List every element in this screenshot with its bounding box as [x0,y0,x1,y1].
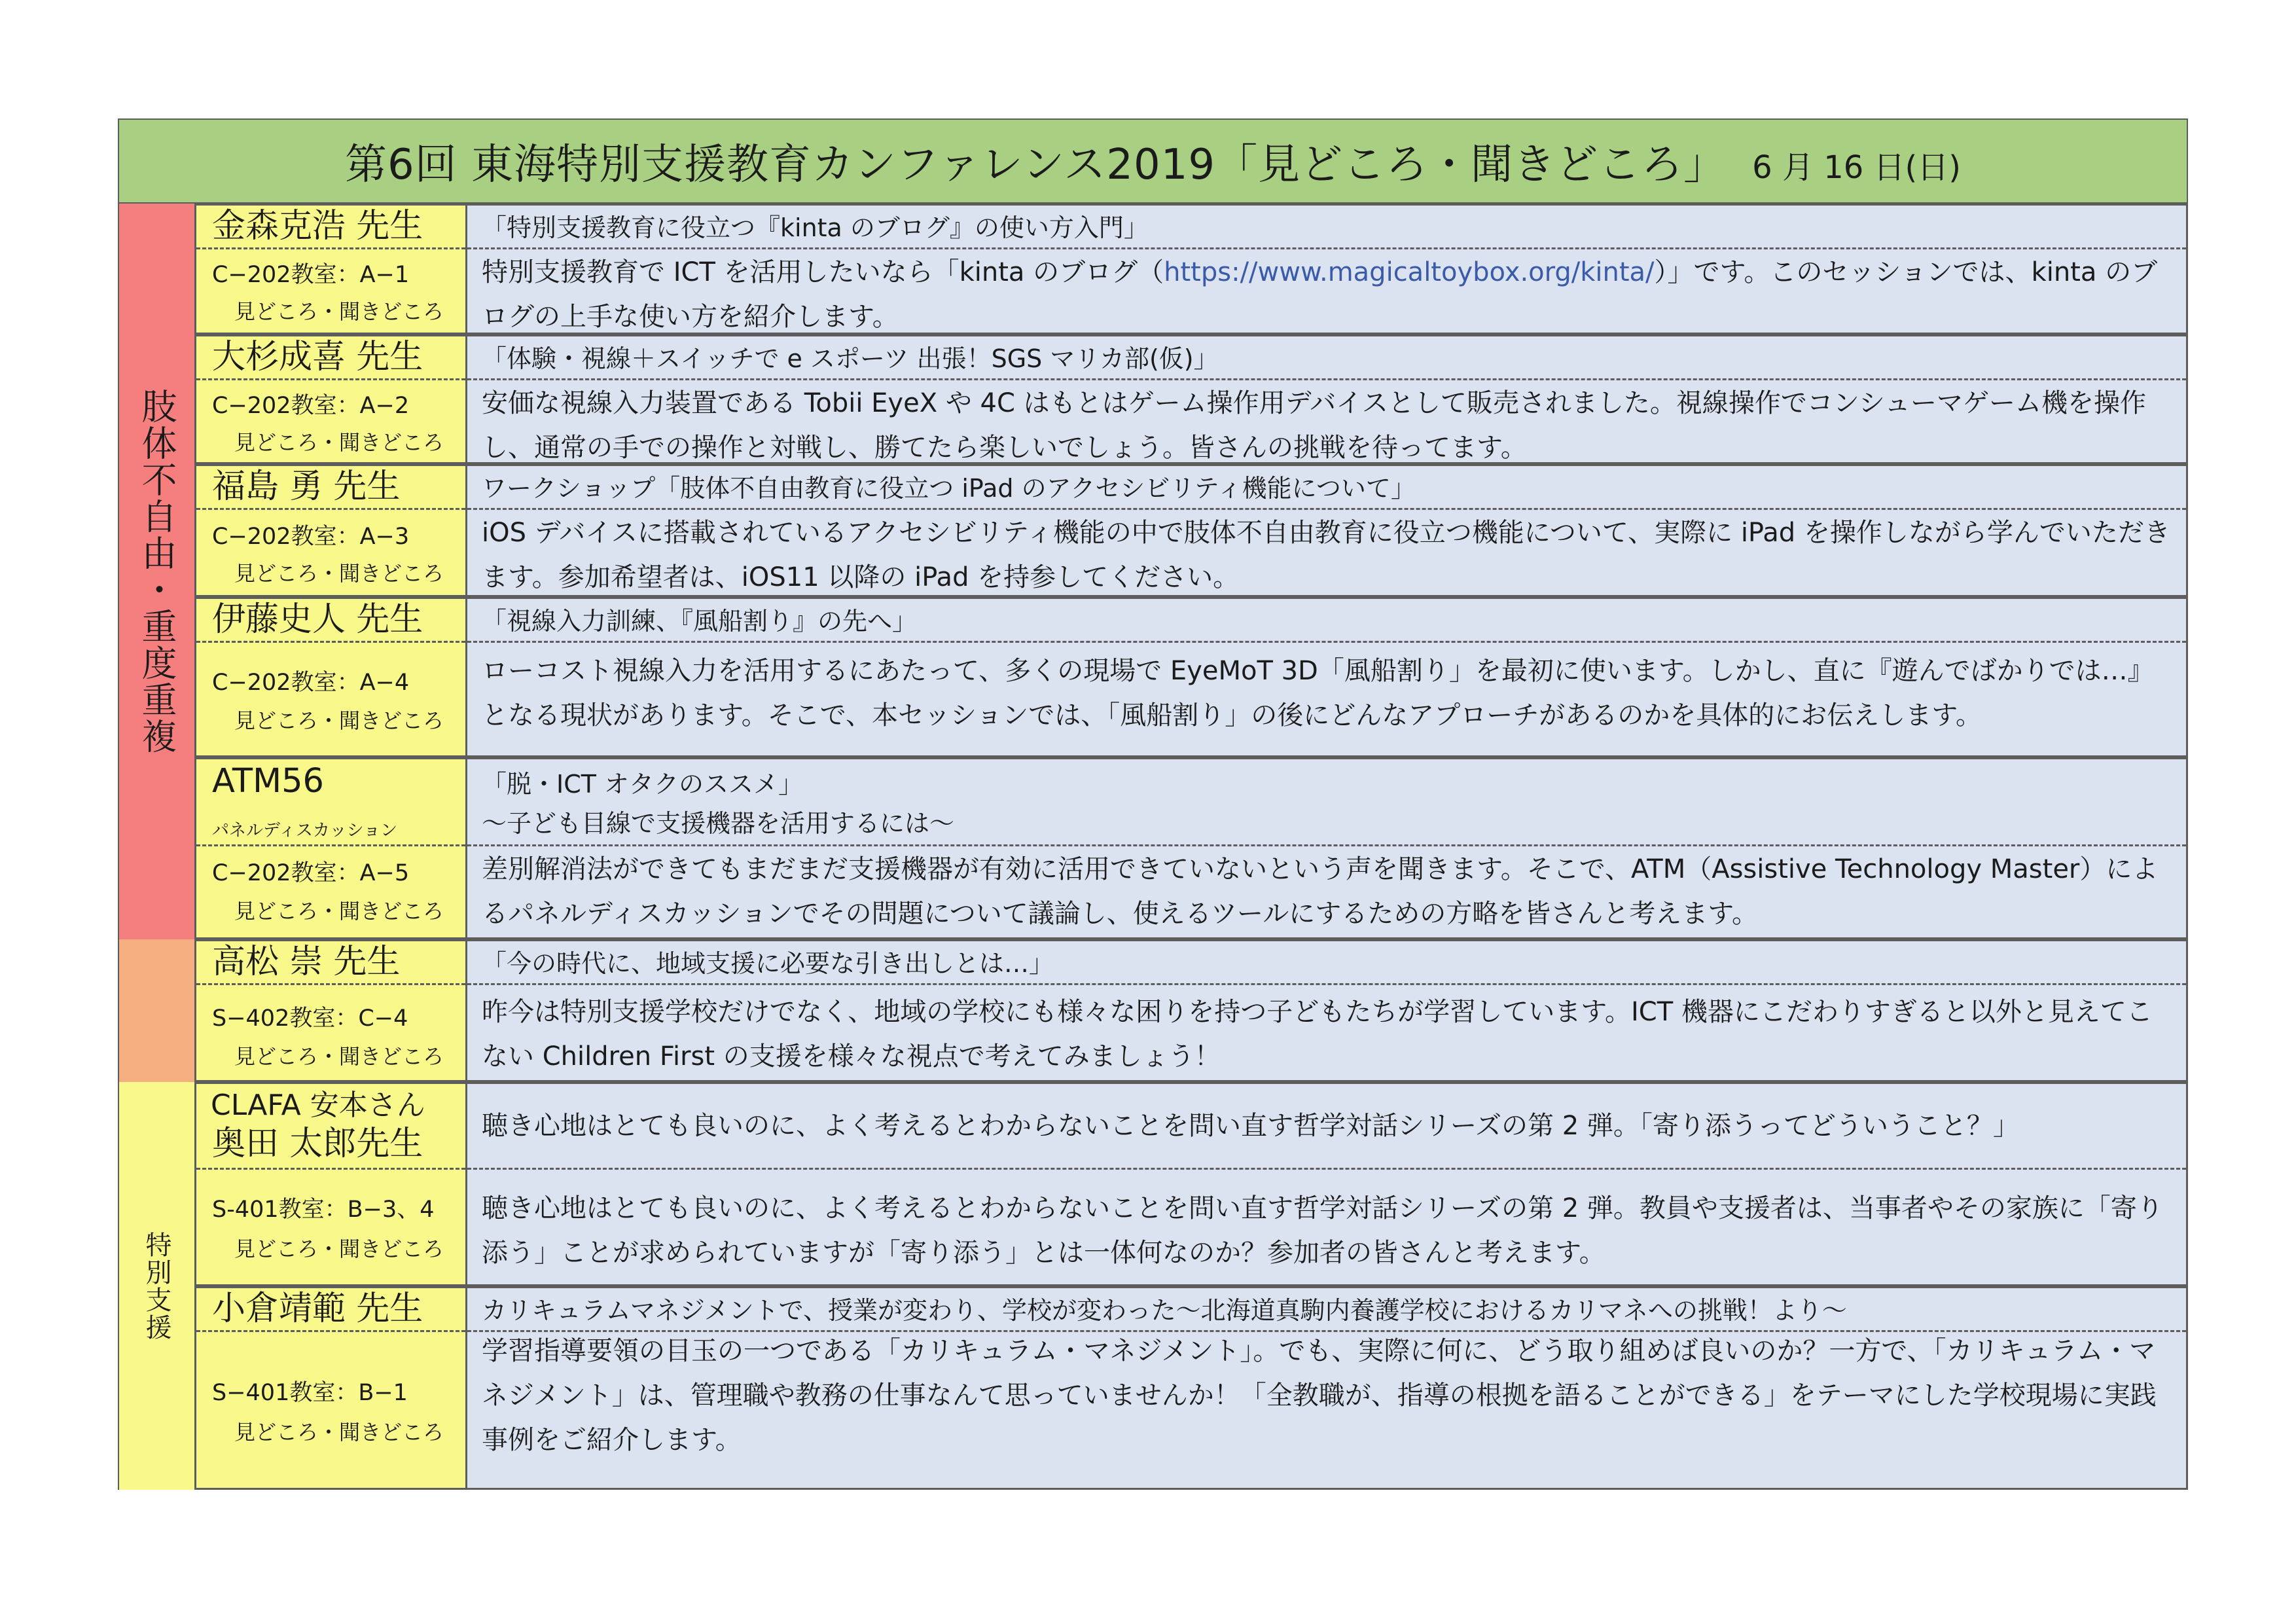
category-label-special: 特別支援 [141,1231,171,1341]
speaker-name-line1: CLAFA 安本さん [211,1089,425,1122]
session-7-info [194,1082,467,1286]
speaker-name: 小倉靖範 先生 [212,1290,423,1328]
speaker-name: 伊藤史人 先生 [212,600,423,639]
session-description: 聴き心地はとても良いのに、よく考えるとわからないことを問い直す哲学対話シリーズの第 2 弾。教員や支援者は、当事者やその家族に「寄り添う」ことが求められていますが「寄り添う」とは一体何なのか？参加者の皆さんと考えます。 [482,1193,2163,1268]
speaker-name: 高松 崇 先生 [212,943,401,981]
room-label: C−202教室：A−5 [212,860,410,886]
session-2-content [467,334,2188,464]
room-label: C−202教室：A−1 [212,262,410,288]
row-divider [196,1168,465,1170]
title-bar [118,118,2188,204]
category-physical-disability [118,204,194,939]
row-divider [467,247,2186,249]
session-title: 「体験・視線＋スイッチで e スポーツ 出張！SGS マリカ部(仮)」 [482,344,1219,373]
row-divider [467,1168,2186,1170]
description-text: ）」です。このセッションでは、kinta のブログの上手な使い方を紹介します。 [482,257,2158,332]
highlights-label: 見どころ・聞きどころ [234,1236,444,1261]
session-5-content [467,757,2188,939]
category-special-support [118,1082,194,1490]
session-title: 「視線入力訓練、『風船割り』の先へ」 [482,607,918,636]
row-divider [196,378,465,380]
highlights-label: 見どころ・聞きどころ [234,1044,444,1069]
speaker-name-line2: 奥田 太郎先生 [212,1125,423,1163]
highlights-label: 見どころ・聞きどころ [234,299,444,324]
session-title: 「脱・ICT オタクのススメ」 [482,770,804,799]
session-title: カリキュラムマネジメントで、授業が変わり、学校が変わった〜北海道真駒内養護学校におけるカリマネへの挑戦！より〜 [482,1296,1847,1325]
row-divider [467,378,2186,380]
blog-link[interactable]: https://www.magicaltoybox.org/kinta/ [1164,257,1655,287]
session-title: 聴き心地はとても良いのに、よく考えるとわからないことを問い直す哲学対話シリーズの第 2 弾。「寄り添うってどういうこと？」 [482,1111,2019,1141]
event-date: 6 月 16 日(日) [1752,149,1961,186]
row-divider [196,641,465,643]
session-4-info [194,597,467,757]
row-divider [467,983,2186,985]
room-label: S−402教室：C−4 [212,1005,408,1032]
session-8-content [467,1286,2188,1490]
room-label: C−202教室：A−2 [212,393,410,419]
row-divider [196,247,465,249]
room-label: C−202教室：A−4 [212,670,410,696]
session-title: 「今の時代に、地域支援に必要な引き出しとは…」 [482,949,1054,978]
session-description: ローコスト視線入力を活用するにあたって、多くの現場で EyeMoT 3D「風船割り」を最初に使います。しかし、直に『遊んでばかりでは…』となる現状があります。そこで、本セッションでは、「風船割り」の後にどんなアプローチがあるのかを具体的にお伝えします。 [482,656,2154,731]
room-label: C−202教室：A−3 [212,524,410,550]
session-3-content [467,464,2188,597]
session-description: iOS デバイスに搭載されているアクセシビリティ機能の中で肢体不自由教育に役立つ機能について、実際に iPad を操作しながら学んでいただきます。参加希望者は、iOS11 以降の iPad を持参してください。 [482,518,2170,592]
speaker-name: 大杉成喜 先生 [212,338,423,376]
session-subtitle: 〜子ども目線で支援機器を活用するには〜 [482,809,955,838]
session-6-content [467,939,2188,1082]
row-divider [467,844,2186,846]
session-3-info [194,464,467,597]
session-2-info [194,334,467,464]
highlights-label: 見どころ・聞きどころ [234,430,444,455]
session-8-info [194,1286,467,1490]
row-divider [196,508,465,510]
highlights-label: 見どころ・聞きどころ [234,899,444,924]
session-title: 「特別支援教育に役立つ『kinta のブログ』の使い方入門」 [482,213,1149,242]
room-label: S-401教室：B−3、4 [212,1197,435,1223]
session-1-info [194,204,467,334]
session-1-content [467,204,2188,334]
highlights-label: 見どころ・聞きどころ [234,561,444,586]
session-7-content [467,1082,2188,1286]
row-divider [196,983,465,985]
session-description [482,250,2172,339]
session-description: 安価な視線入力装置である Tobii EyeX や 4C はもとはゲーム操作用デバイスとして販売されました。視線操作でコンシューマゲーム機を操作し、通常の手での操作と対戦し、勝てたら楽しいでしょう。皆さんの挑戦を待ってます。 [482,388,2147,463]
highlights-label: 見どころ・聞きどころ [234,708,444,733]
speaker-subtitle: パネルディスカッション [212,821,398,840]
row-divider [196,844,465,846]
description-text: 特別支援教育で ICT を活用したいなら「kinta のブログ（ [482,257,1164,287]
session-description: 学習指導要領の目玉の一つである「カリキュラム・マネジメント」。でも、実際に何に、どう取り組めば良いのか？一方で、「カリキュラム・マネジメント」は、管理職や教務の仕事なんて思っていませんか！「全教職が、指導の根拠を語ることができる」をテーマにした学校現場に実践事例をご紹介します。 [482,1336,2157,1455]
speaker-name: 福島 勇 先生 [212,467,401,506]
speaker-name: ATM56 [212,762,324,801]
session-6-info [194,939,467,1082]
session-title: ワークショップ「肢体不自由教育に役立つ iPad のアクセシビリティ機能について」 [482,474,1416,503]
session-4-content [467,597,2188,757]
row-divider [467,641,2186,643]
category-label-physical: 肢体不自由・重度重複 [136,388,177,755]
room-label: S−401教室：B−1 [212,1380,408,1406]
session-description: 差別解消法ができてもまだまだ支援機器が有効に活用できていないという声を聞きます。そこで、ATM（Assistive Technology Master）によるパネルディスカッションでその問題について議論し、使えるツールにするための方略を皆さんと考えます。 [482,854,2159,929]
speaker-name: 金森克浩 先生 [212,207,423,245]
session-description: 昨今は特別支援学校だけでなく、地域の学校にも様々な困りを持つ子どもたちが学習しています。ICT 機器にこだわりすぎると以外と見えてこない Children First の支援を様々な視点で考えてみましょう！ [482,997,2153,1072]
row-divider [196,1330,465,1332]
category-regional [118,939,194,1082]
page-title: 第6回 東海特別支援教育カンファレンス2019「見どころ・聞きどころ」 [345,141,1727,189]
session-5-info [194,757,467,939]
highlights-label: 見どころ・聞きどころ [234,1420,444,1445]
row-divider [467,508,2186,510]
